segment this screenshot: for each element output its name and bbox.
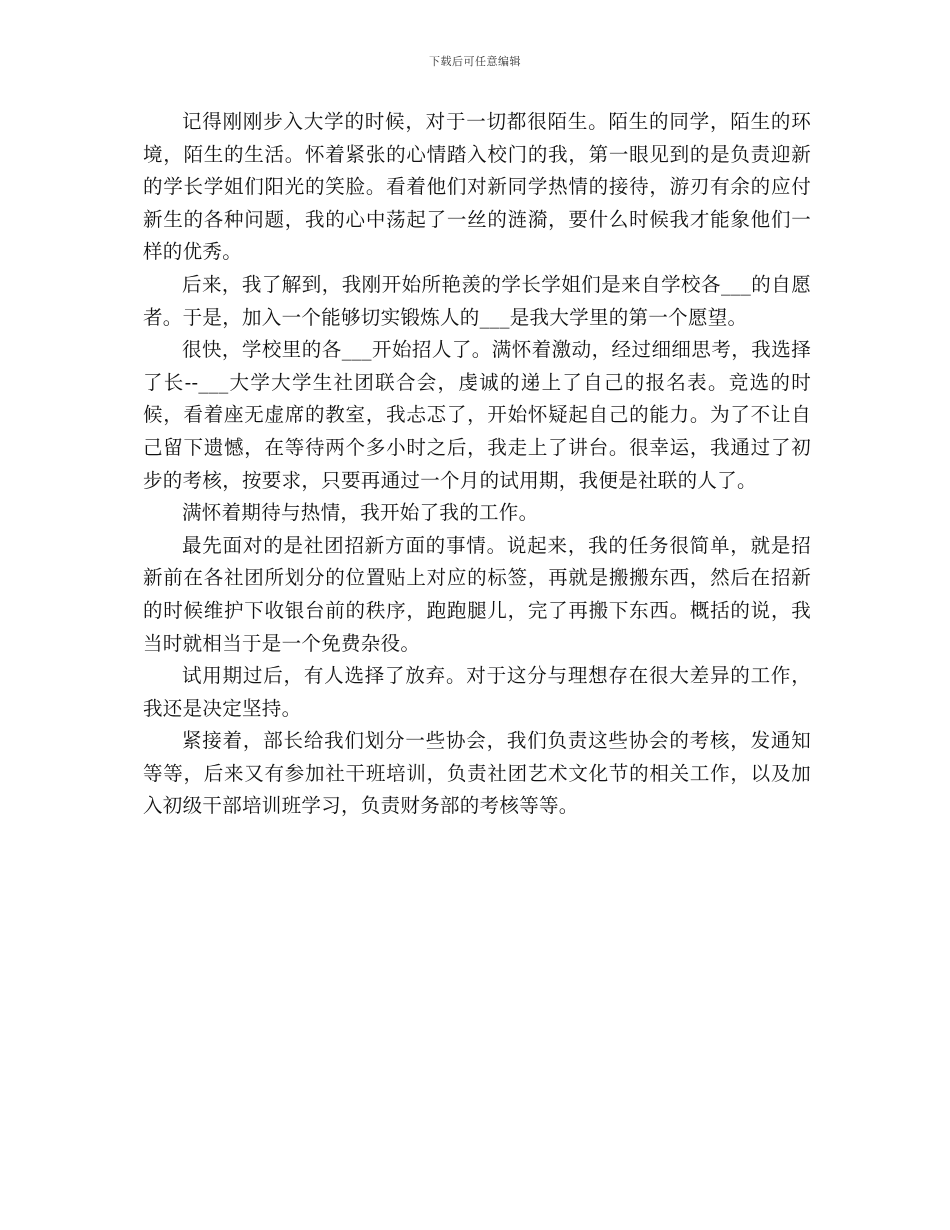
paragraph-4: 满怀着期待与热情，我开始了我的工作。: [182, 501, 539, 525]
paragraph-3: 很快，学校里的各___开始招人了。满怀着激动，经过细细思考，我选择了长--___大学大学生社团联合会，虔诚的递上了自己的报名表。竞选的时候，看着座无虚席的教室，我忐忑了，开始怀疑起自己的能力。为了不让自己留下遗憾，在等待两个多小时之后，我走上了讲台。很幸运，我通过了初步的考核，按要求，只要再通过一个月的试用期，我便是社联的人了。: [143, 338, 811, 492]
paragraph-2: 后来，我了解到，我刚开始所艳羡的学长学姐们是来自学校各___的自愿者。于是，加入一个能够切实锻炼人的___是我大学里的第一个愿望。: [143, 272, 811, 329]
paragraph-1: 记得刚刚步入大学的时候，对于一切都很陌生。陌生的同学，陌生的环境，陌生的生活。怀着紧张的心情踏入校门的我，第一眼见到的是负责迎新的学长学姐们阳光的笑脸。看着他们对新同学热情的接待，游刃有余的应付新生的各种问题，我的心中荡起了一丝的涟漪，要什么时候我才能象他们一样的优秀。: [143, 110, 811, 264]
paragraph-7: 紧接着，部长给我们划分一些协会，我们负责这些协会的考核，发通知等等，后来又有参加社干班培训，负责社团艺术文化节的相关工作，以及加入初级干部培训班学习，负责财务部的考核等等。: [143, 729, 811, 818]
document-body: [143, 106, 811, 823]
paragraph-5: 最先面对的是社团招新方面的事情。说起来，我的任务很简单，就是招新前在各社团所划分的位置贴上对应的标签，再就是搬搬东西，然后在招新的时候维护下收银台前的秩序，跑跑腿儿，完了再搬下东西。概括的说，我当时就相当于是一个免费杂役。: [143, 533, 811, 655]
paragraph-6: 试用期过后，有人选择了放弃。对于这分与理想存在很大差异的工作，我还是决定坚持。: [143, 664, 811, 720]
page-header: 下载后可任意编辑: [429, 55, 521, 68]
